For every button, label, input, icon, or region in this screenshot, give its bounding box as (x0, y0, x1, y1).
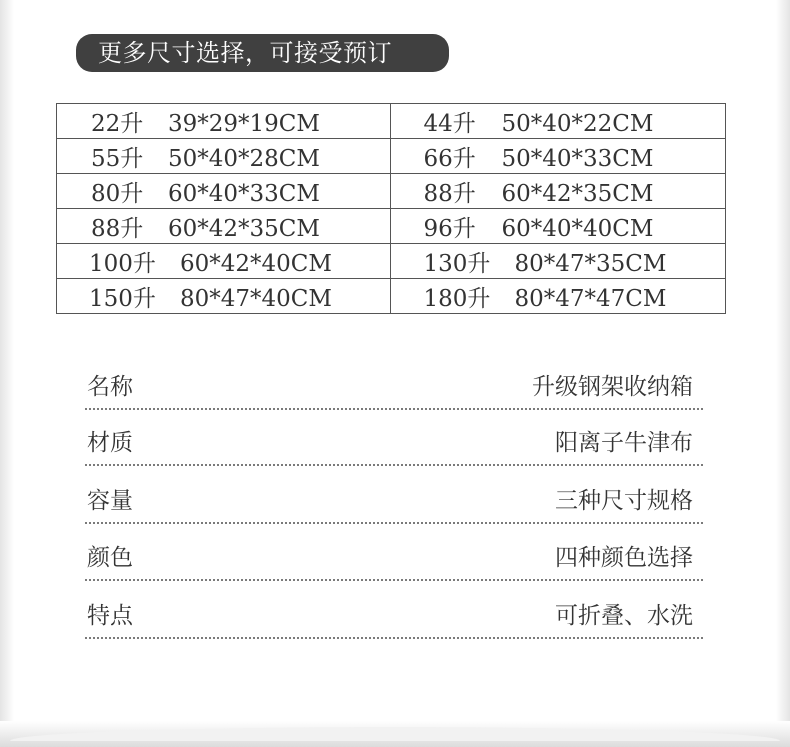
table-cell (390, 104, 726, 139)
table-row (57, 104, 726, 139)
size-options-banner: 更多尺寸选择，可接受预订 (76, 34, 449, 72)
dimensions-label: 50*40*28CM (168, 145, 320, 172)
table-cell (390, 209, 726, 244)
spec-label: 容量 (87, 488, 133, 514)
page-left-shadow (0, 0, 14, 747)
dimensions-label: 50*40*22CM (501, 110, 654, 137)
dimensions-label: 60*40*40CM (501, 215, 654, 242)
capacity-label: 66升 (423, 145, 476, 172)
spec-value: 升级钢架收纳箱 (532, 374, 693, 400)
spec-label: 材质 (87, 430, 133, 456)
table-row (57, 174, 726, 209)
dimensions-label: 80*47*40CM (180, 285, 332, 312)
table-cell (57, 209, 391, 244)
table-cell (57, 104, 391, 139)
dimensions-label: 39*29*19CM (168, 110, 320, 137)
dimensions-label: 60*42*35CM (168, 215, 320, 242)
table-row (57, 209, 726, 244)
table-row (57, 139, 726, 174)
capacity-label: 44升 (423, 110, 476, 137)
capacity-label: 150升 (89, 285, 156, 312)
spec-label: 颜色 (87, 545, 133, 571)
table-cell (390, 244, 726, 279)
spec-row-feature (85, 595, 703, 639)
spec-label: 特点 (87, 603, 133, 629)
table-cell (390, 279, 726, 314)
dimensions-label: 60*42*35CM (501, 180, 654, 207)
capacity-label: 22升 (91, 110, 144, 137)
capacity-label: 55升 (91, 145, 144, 172)
size-table (56, 103, 726, 314)
spec-value: 可折叠、水洗 (555, 603, 693, 629)
capacity-label: 96升 (423, 215, 476, 242)
table-cell (57, 279, 391, 314)
table-row (57, 244, 726, 279)
spec-row-color (85, 537, 703, 581)
page-right-shadow (776, 0, 790, 747)
table-cell (390, 174, 726, 209)
dimensions-label: 80*47*47CM (514, 285, 667, 312)
dimensions-label: 50*40*33CM (501, 145, 654, 172)
spec-value: 三种尺寸规格 (555, 488, 693, 514)
capacity-label: 130升 (423, 250, 491, 277)
spec-row-capacity (85, 480, 703, 524)
capacity-label: 100升 (89, 250, 156, 277)
spec-label: 名称 (87, 374, 133, 400)
spec-value: 阳离子牛津布 (555, 430, 693, 456)
page-bottom-shadow (0, 721, 790, 747)
table-cell (57, 139, 391, 174)
capacity-label: 88升 (91, 215, 144, 242)
spec-value: 四种颜色选择 (555, 545, 693, 571)
capacity-label: 180升 (423, 285, 491, 312)
spec-row-name (85, 366, 703, 410)
table-cell (57, 244, 391, 279)
page-bottom-curve (10, 727, 780, 741)
table-row (57, 279, 726, 314)
capacity-label: 88升 (423, 180, 476, 207)
spec-row-material (85, 422, 703, 466)
dimensions-label: 60*40*33CM (168, 180, 320, 207)
dimensions-label: 60*42*40CM (180, 250, 332, 277)
table-cell (57, 174, 391, 209)
dimensions-label: 80*47*35CM (514, 250, 667, 277)
table-cell (390, 139, 726, 174)
capacity-label: 80升 (91, 180, 144, 207)
